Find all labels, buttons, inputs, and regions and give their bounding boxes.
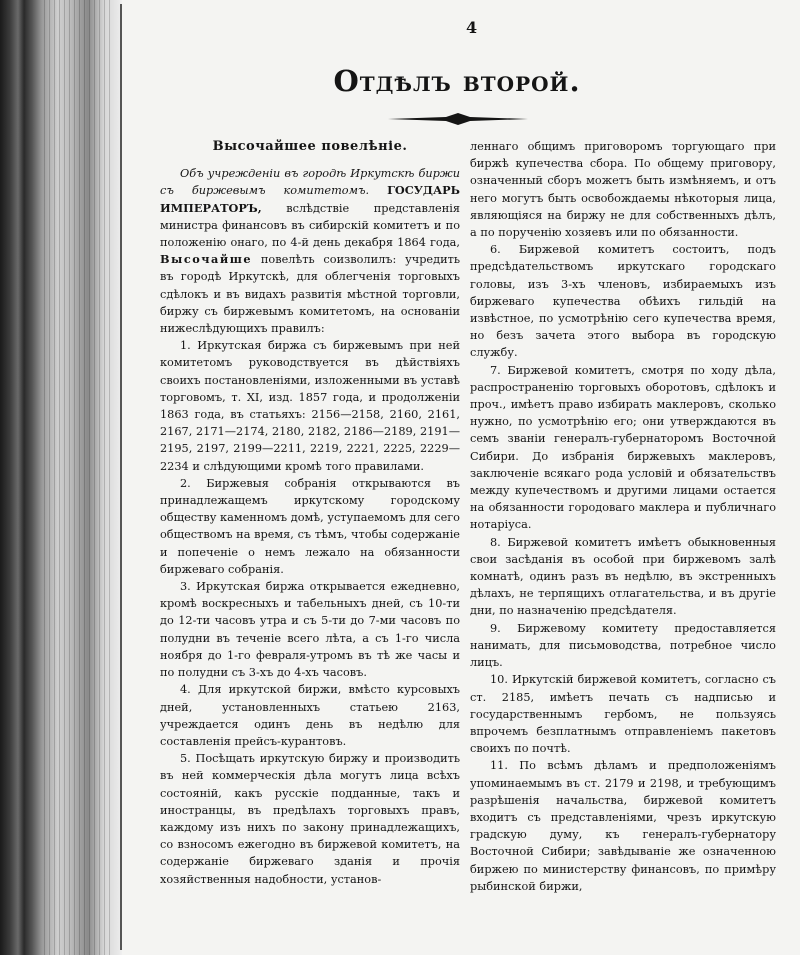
left-column xyxy=(160,138,460,888)
document-page xyxy=(126,0,800,955)
paragraph-2: 2. Биржевыя собранія открываются въ принадлежащемъ иркутскому городскому обществу каменномъ домѣ, уступаемомъ для сего обществомъ на время, съ тѣмъ, чтобы содержаніе и попеченіе о немъ лежало на обязанности биржеваго собранія. xyxy=(160,476,460,576)
page-border xyxy=(120,4,122,950)
paragraph-6: 6. Биржевой комитетъ состоитъ, подъ предсѣдательствомъ иркутскаго городскаго головы, изъ 3-хъ членовъ, избираемыхъ изъ биржеваго купечества обѣихъ гильдій на извѣстное, по усмотрѣнію сего купечества время, но безъ зачета этого выбора въ городскую службу. xyxy=(470,243,776,360)
paragraph-10: 10. Иркутскій биржевой комитетъ, согласно съ ст. 2185, имѣетъ печать съ надписью и государственнымъ гербомъ, не пользуясь впрочемъ безплатнымъ отправленіемъ пакетовъ своихъ по почтѣ. xyxy=(470,673,776,756)
intro-text-1: вслѣдствіе представленія министра финансовъ въ сибирскій комитетъ и по положенію онаго, по 4-й день декабря 1864 года, xyxy=(160,201,460,250)
intro-emperor: ГОСУДАРЬ ИМПЕРАТОРЪ, xyxy=(160,183,460,215)
right-column xyxy=(470,138,776,895)
intro-text-2: повелѣть соизволилъ: учредить въ городѣ Иркутскѣ, для облегченія торговыхъ сдѣлокъ и въ видахъ развитія мѣстной торговли, биржу съ биржевымъ комитетомъ, на основаніи нижеслѣдующихъ правилъ: xyxy=(160,253,460,336)
book-spine xyxy=(0,0,122,955)
paragraph-5: 5. Посѣщать иркутскую биржу и производить въ ней коммерческія дѣла могутъ лица всѣхъ состояній, какъ русскіе подданные, такъ и иностранцы, въ предѣлахъ торговыхъ правъ, каждому изъ нихъ по закону принадлежащихъ, со взносомъ ежегодно въ биржевой комитетъ, на содержаніе биржеваго зданія и прочія хозяйственныя надобности, установ- xyxy=(160,752,460,886)
paragraph-5-continued: леннаго общимъ приговоромъ торгующаго при биржѣ купечества сбора. По общему приговору, означенный сборъ можетъ быть измѣняемъ, и отъ него могутъ быть освобождаемы нѣкоторыя лица, являющіяся на биржу не для собственныхъ дѣлъ, а по порученію хозяевъ или по обязанности. xyxy=(470,140,776,240)
section-title: Отдѣлъ второй. xyxy=(333,64,581,98)
heading: Высочайшее повелѣніе. xyxy=(212,139,408,154)
paragraph-3: 3. Иркутская биржа открывается ежедневно, кромѣ воскресныхъ и табельныхъ дней, съ 10-ти до 12-ти часовъ утра и съ 5-ти до 7-ми часовъ по полудни въ теченіе всего лѣта, а съ 1-го числа ноября до 1-го февраля-утромъ въ тѣ же часы и по полудни съ 3-хъ до 4-хъ часовъ. xyxy=(160,580,460,680)
title-ornament xyxy=(388,112,528,126)
page-edges xyxy=(44,0,114,955)
paragraph-11: 11. По всѣмъ дѣламъ и предположеніямъ упоминаемымъ въ ст. 2179 и 2198, и требующимъ разрѣшенія начальства, биржевой комитетъ входитъ съ представленіями, чрезъ иркутскую градскую думу, къ генералъ-губернатору Восточной Сибири; завѣдываніе же означенною биржею по министерству финансовъ, по примѣру рыбинской биржи, xyxy=(470,759,776,893)
paragraph-7: 7. Биржевой комитетъ, смотря по ходу дѣла, распространенію торговыхъ оборотовъ, сдѣлокъ и проч., имѣетъ право избирать маклеровъ, сколько нужно, по усмотрѣнію его; они утверждаются въ семъ званіи генералъ-губернаторомъ Восточной Сибири. До избранія биржевыхъ маклеровъ, заключеніе всякаго рода условій и обязательствъ между купечествомъ и другими лицами остается на обязанности городоваго маклера и публичнаго нотаріуса. xyxy=(470,363,776,532)
paragraph-4: 4. Для иркутской биржи, вмѣсто курсовыхъ дней, установленныхъ статьею 2163, учреждается одинъ день въ недѣлю для составленія прейсъ-курантовъ. xyxy=(160,683,460,748)
intro-title: Объ учрежденіи въ городѣ Иркутскѣ биржи съ биржевымъ комитетомъ. xyxy=(160,167,460,198)
intro-spaced: Высочайше xyxy=(160,252,253,267)
paragraph-9: 9. Биржевому комитету предоставляется нанимать, для письмоводства, потребное число лицъ. xyxy=(470,621,776,670)
paragraph-1: 1. Иркутская биржа съ биржевымъ при ней комитетомъ руководствуется въ дѣйствіяхъ своихъ постановленіями, изложенными въ уставѣ торговомъ, т. XI, изд. 1857 года, и продолженіи 1863 года, въ статьяхъ: 2156—2158, 2160, 2161, 2167, 2171—2174, 2180, 2182, 2186—2189, 2191—2195, 2197, 2199—2211, 2219, 2221, 2225, 2229—2234 и слѣдующими кромѣ того правилами. xyxy=(160,339,460,473)
intro-paragraph xyxy=(160,165,460,337)
paragraph-8: 8. Биржевой комитетъ имѣетъ обыкновенныя свои засѣданія въ особой при биржевомъ залѣ комнатѣ, одинъ разъ въ недѣлю, въ экстренныхъ дѣлахъ, не терпящихъ отлагательства, и въ другіе дни, по назначенію предсѣдателя. xyxy=(470,535,776,618)
page-number: 4 xyxy=(466,18,478,37)
